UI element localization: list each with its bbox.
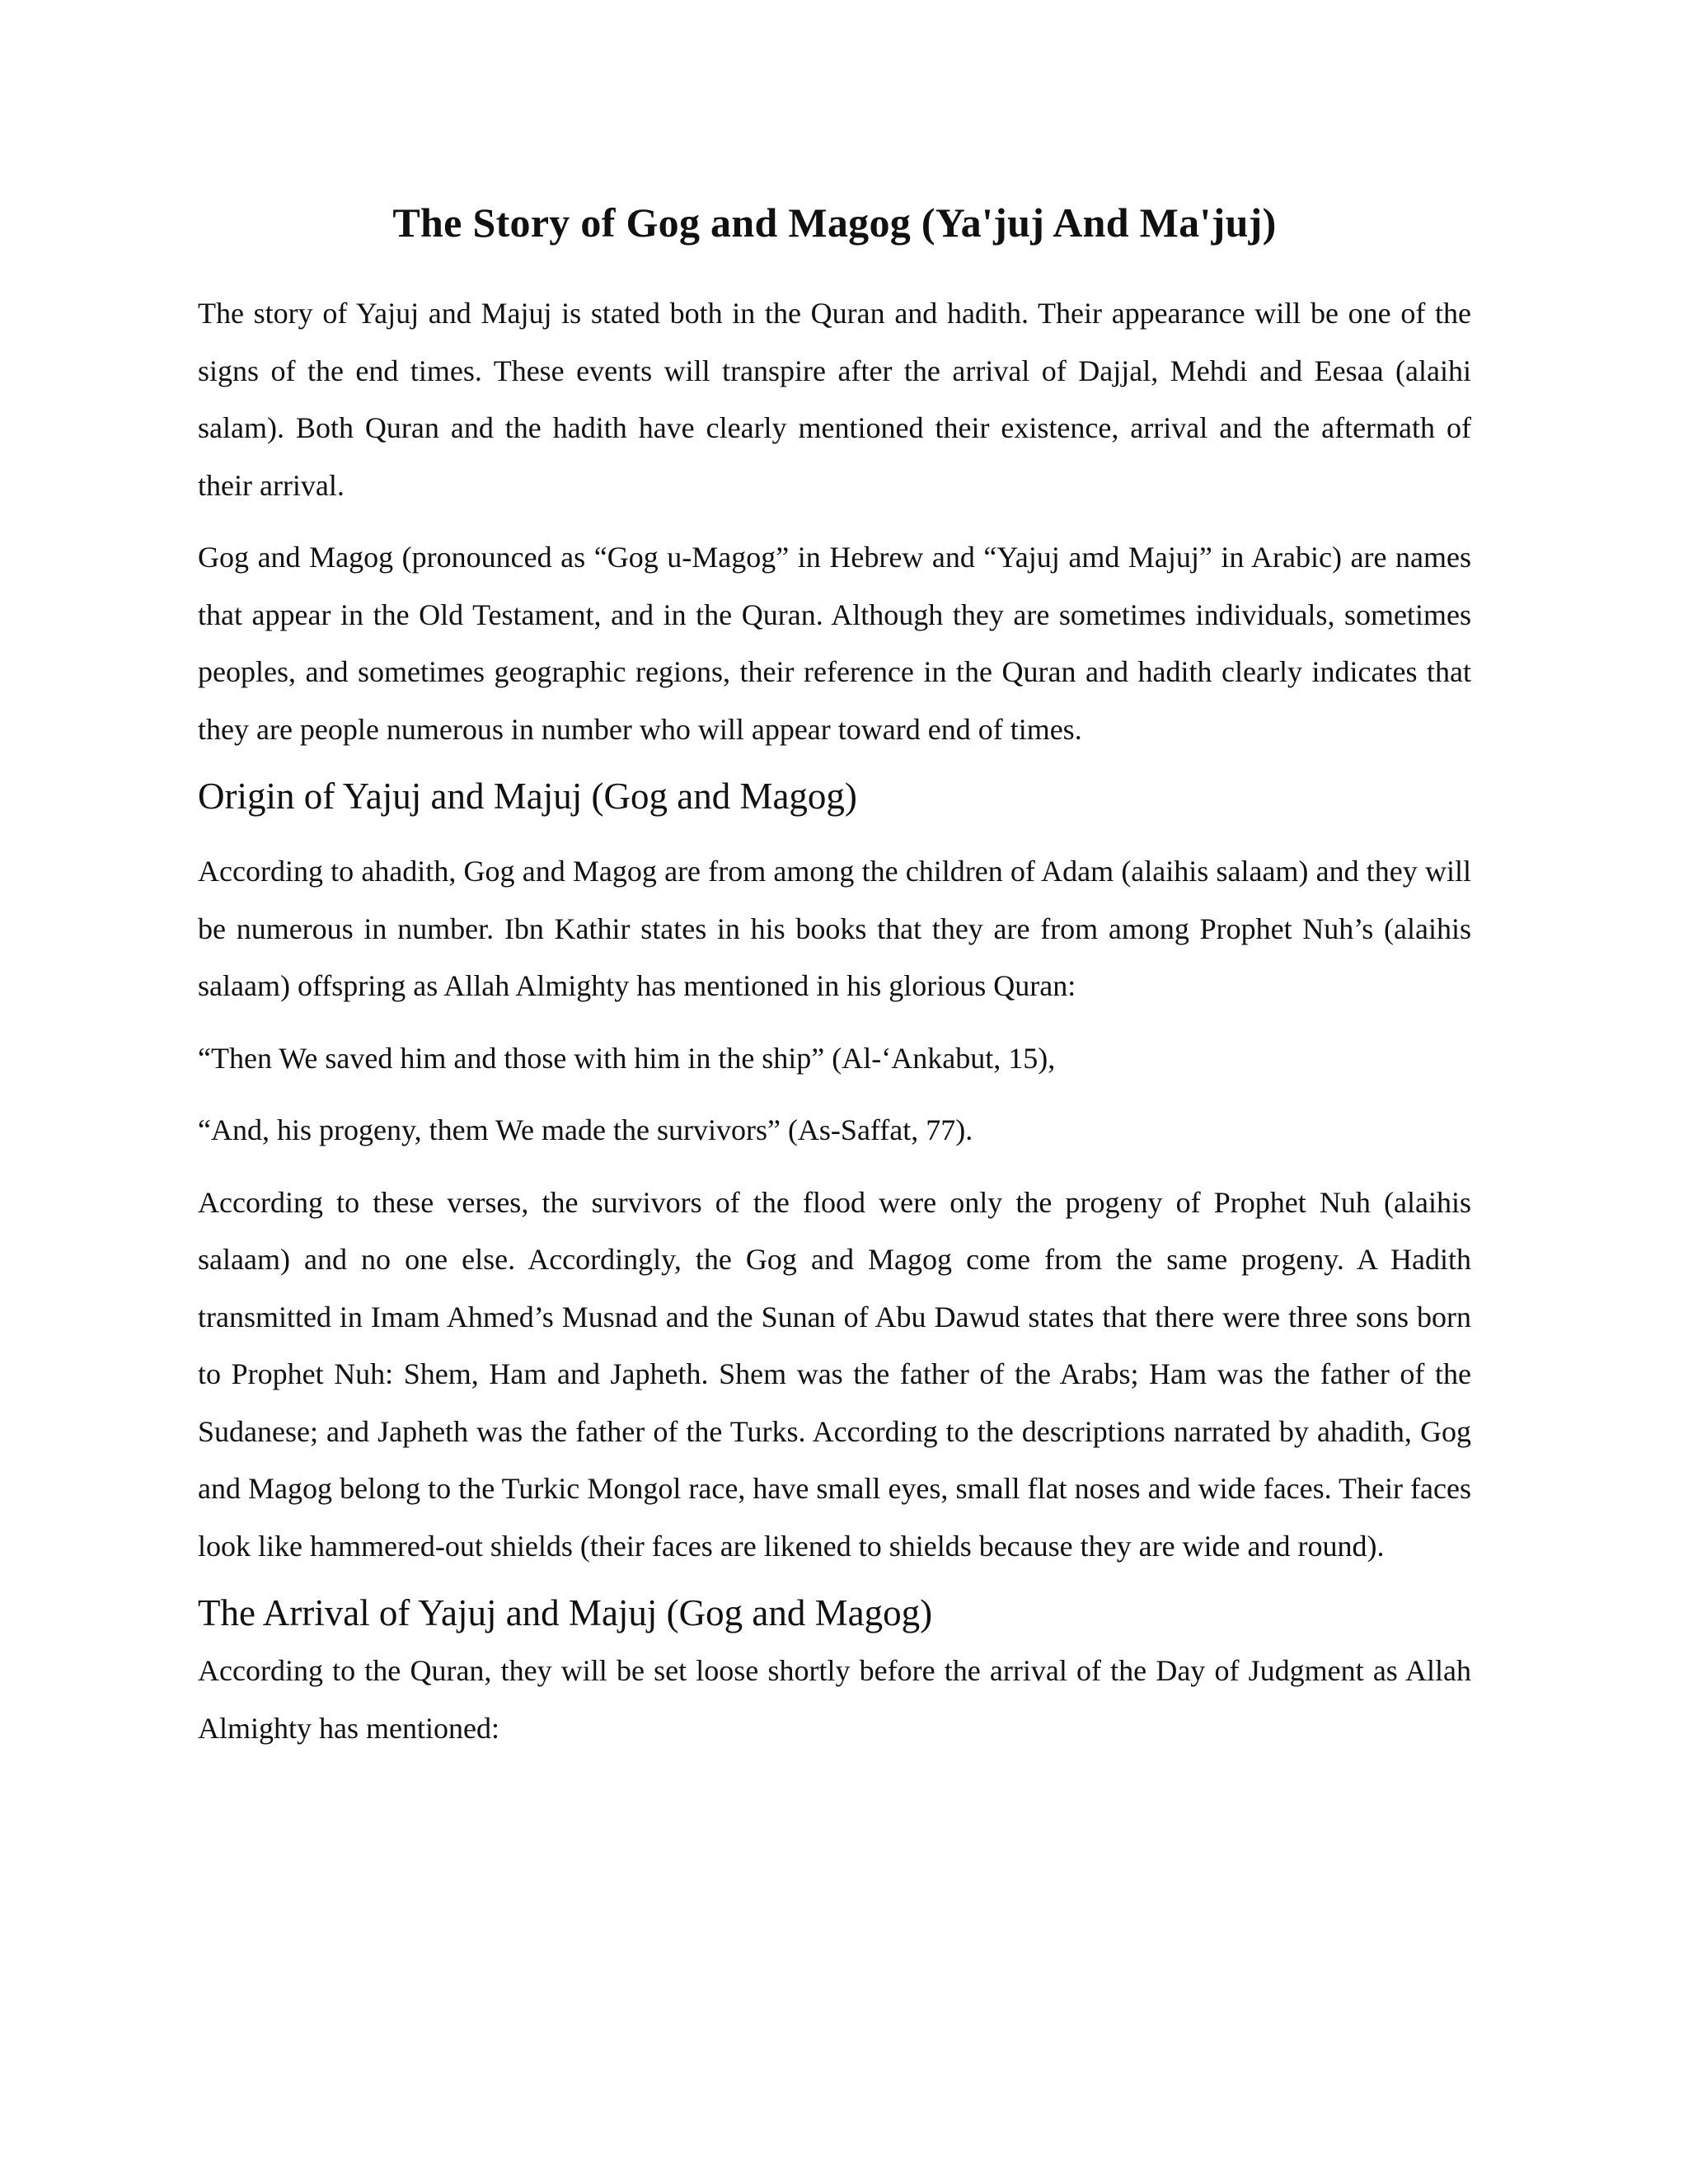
origin-paragraph-1: According to ahadith, Gog and Magog are from among the children of Adam (alaihis salaam) and they will be numerous in number. Ibn Kathir states in his books that they are from among Prophet Nuh’s (alaihis salaam) offspring as Allah Almighty has mentioned in his glorious Quran:: [198, 855, 1471, 1002]
origin-section-heading: Origin of Yajuj and Majuj (Gog and Magog): [198, 776, 857, 817]
intro-paragraph-1: The story of Yajuj and Majuj is stated both in the Quran and hadith. Their appearance will be one of the signs of the end times. These events will transpire after the arrival of Dajjal, Mehdi and Eesaa (alaihi salam). Both Quran and the hadith have clearly mentioned their existence, arrival and the aftermath of their arrival.: [198, 297, 1471, 502]
origin-quote-1: “Then We saved him and those with him in the ship” (Al-‘Ankabut, 15),: [198, 1041, 1056, 1075]
arrival-paragraph-1: According to the Quran, they will be set loose shortly before the arrival of the Day of Judgment as Allah Almighty has mentioned:: [198, 1654, 1471, 1745]
intro-paragraph-2: Gog and Magog (pronounced as “Gog u-Magog” in Hebrew and “Yajuj amd Majuj” in Arabic) are names that appear in the Old Testament, and in the Quran. Although they are sometimes individuals, sometimes peoples, and sometimes geographic regions, their reference in the Quran and hadith clearly indicates that they are people numerous in number who will appear toward end of times.: [198, 541, 1471, 746]
arrival-section-heading: The Arrival of Yajuj and Majuj (Gog and Magog): [198, 1592, 933, 1633]
origin-paragraph-2: According to these verses, the survivors of the flood were only the progeny of Prophet Nuh (alaihis salaam) and no one else. Accordingly, the Gog and Magog come from the same progeny. A Hadith transmitted in Imam Ahmed’s Musnad and the Sunan of Abu Dawud states that there were three sons born to Prophet Nuh: Shem, Ham and Japheth. Shem was the father of the Arabs; Ham was the father of the Sudanese; and Japheth was the father of the Turks. According to the descriptions narrated by ahadith, Gog and Magog belong to the Turkic Mongol race, have small eyes, small flat noses and wide faces. Their faces look like hammered-out shields (their faces are likened to shields because they are wide and round).: [198, 1185, 1471, 1563]
document-title: The Story of Gog and Magog (Ya'juj And Ma'juj): [392, 199, 1277, 246]
document-body: [198, 194, 1471, 1757]
origin-quote-2: “And, his progeny, them We made the survivors” (As-Saffat, 77).: [198, 1113, 973, 1146]
